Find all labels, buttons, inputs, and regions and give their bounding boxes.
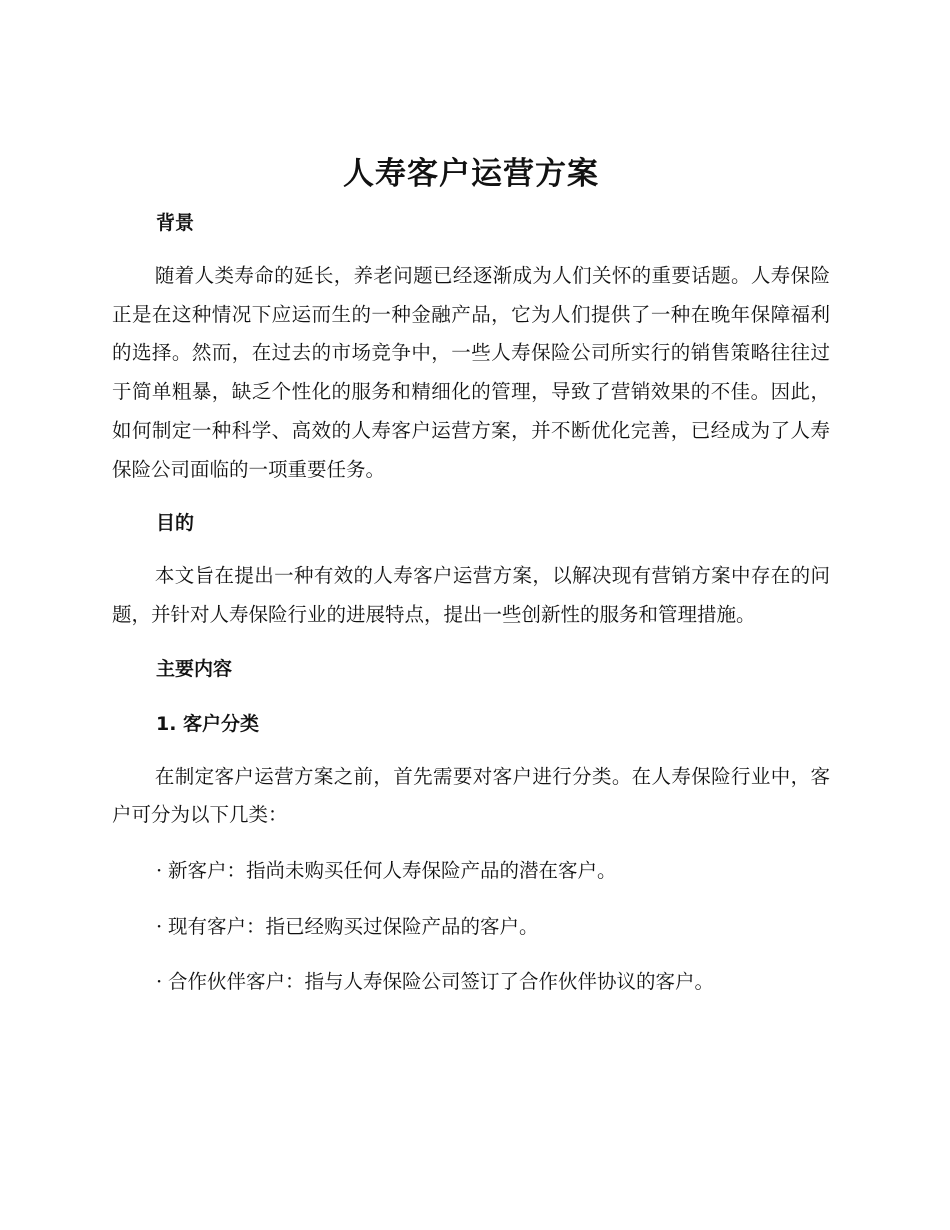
bullet-item-existing-customer [112,908,830,947]
paragraph-background: 随着人类寿命的延长，养老问题已经逐渐成为人们关怀的重要话题。人寿保险正是在这种情况下应运而生的一种金融产品，它为人们提供了一种在晚年保障福利的选择。然而，在过去的市场竞争中，一些人寿保险公司所实行的销售策略往往过于简单粗暴，缺乏个性化的服务和精细化的管理，导致了营销效果的不佳。因此，如何制定一种科学、高效的人寿客户运营方案，并不断优化完善，已经成为了人寿保险公司面临的一项重要任务。 [112,264,830,481]
bullet-text: 现有客户：指已经购买过保险产品的客户。 [168,914,539,938]
bullet-item-new-customer [112,852,830,891]
spacer [112,745,830,758]
paragraph-purpose: 本文旨在提出一种有效的人寿客户运营方案，以解决现有营销方案中存在的问题，并针对人寿保险行业的进展特点，提出一些创新性的服务和管理措施。 [112,564,830,626]
paragraph-classification: 在制定客户运营方案之前，首先需要对客户进行分类。在人寿保险行业中，客户可分为以下几类： [112,764,830,827]
spacer [112,946,830,963]
spacer [112,835,830,852]
spacer [112,244,830,257]
document-title: 人寿客户运营方案 [343,156,599,192]
spacer [112,690,830,703]
section-heading-purpose: 目的 [156,512,195,535]
bullet-text: 合作伙伴客户：指与人寿保险公司签订了合作伙伴协议的客户。 [168,970,715,994]
bullet-dot-icon: · [156,970,163,994]
spacer [112,544,830,557]
section-heading-background: 背景 [156,212,195,234]
spacer [112,891,830,908]
bullet-item-partner-customer [112,963,830,1002]
spacer [112,489,830,502]
spacer [112,635,830,648]
section-heading-classification: 1. 客户分类 [156,712,260,735]
bullet-dot-icon: · [156,914,163,938]
bullet-text: 新客户：指尚未购买任何人寿保险产品的潜在客户。 [168,859,617,883]
section-heading-main: 主要内容 [156,657,233,680]
document-content [112,148,830,1002]
bullet-dot-icon: · [156,859,163,883]
